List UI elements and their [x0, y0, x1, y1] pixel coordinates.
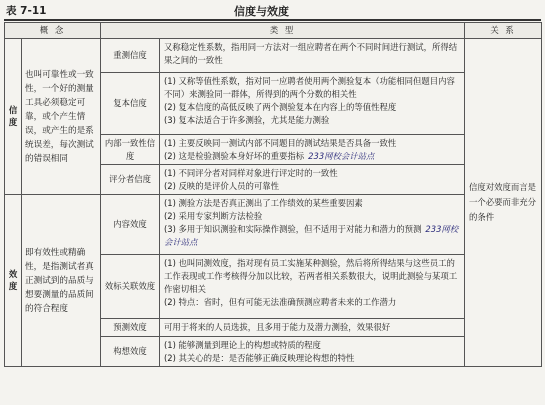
type-name: 评分者信度	[101, 165, 160, 195]
column-header-row	[5, 23, 542, 39]
table-row	[5, 39, 542, 73]
relation-text: 信度对效度而言是一个必要而非充分的条件	[465, 39, 542, 367]
watermark-text: 233网校会计站点	[164, 224, 459, 247]
concept-header: 概 念	[5, 23, 101, 39]
type-header: 类 型	[101, 23, 465, 39]
reliability-validity-table	[4, 22, 542, 367]
type-name: 构想效度	[101, 337, 160, 367]
type-description: (1) 能够测量到理论上的构想或特质的程度 (2) 其关心的是：是否能够正确反映理论构想的特性	[160, 337, 465, 367]
type-name: 重测信度	[101, 39, 160, 73]
type-description: (1) 也叫同测效度，指对现有员工实施某种测验，然后将所得结果与这些员工的工作表现或工作考核得分加以比较，若两者相关系数很大，说明此测验与某项工作密切相关 (2) 特点：省时，但有可能无法准确预测应聘者未来的工作潜力	[160, 255, 465, 319]
watermark-text: 233网校会计站点	[308, 151, 375, 161]
reliability-category: 信度	[5, 39, 22, 195]
type-name: 效标关联效度	[101, 255, 160, 319]
table-row	[5, 195, 542, 255]
reliability-concept: 也叫可靠性或一致性，一个好的测量工具必须稳定可靠，或个产生情误，或产生的是系统误差，每次测试的错误相同	[22, 39, 101, 195]
type-description: 又称稳定性系数，指用同一方法对一组应聘者在两个不同时间进行测试，所得结果之间的一致性	[160, 39, 465, 73]
top-rule	[4, 19, 541, 21]
type-description: (1) 不同评分者对同样对象进行评定时的一致性 (2) 反映的是评价人员的可靠性	[160, 165, 465, 195]
type-name: 内容效度	[101, 195, 160, 255]
validity-category: 效度	[5, 195, 22, 367]
type-name: 预测效度	[101, 319, 160, 337]
type-description: (1) 又称等值性系数，指对同一应聘者使用两个测验复本（功能相同但题目内容不同）来测验同一群体，所得到的两个分数的相关性 (2) 复本信度的高低反映了两个测验复本在内容上的等值性程度 (3) 复本法适合于许多测验，尤其是能力测验	[160, 73, 465, 135]
table-title: 信度与效度	[234, 5, 289, 18]
table-number: 表 7-11	[6, 5, 47, 17]
table-header	[4, 3, 541, 17]
type-name: 复本信度	[101, 73, 160, 135]
type-description: (1) 主要反映同一测试内部不同题目的测试结果是否具备一致性 (2) 这是检验测验本身好坏的重要指标 233网校会计站点	[160, 135, 465, 165]
type-name: 内部一致性信度	[101, 135, 160, 165]
type-description: (1) 测验方法是否真正测出了工作绩效的某些重要因素 (2) 采用专家判断方法检验 (3) 多用于知识测验和实际操作测验，但不适用于对能力和潜力的预测 233网校会计站点	[160, 195, 465, 255]
validity-concept: 即有效性或精确性，是指测试者真正测试到的品质与想要测量的品质间的符合程度	[22, 195, 101, 367]
relation-header: 关 系	[465, 23, 542, 39]
type-description: 可用于将来的人员选拔，且多用于能力及潜力测验，效果很好	[160, 319, 465, 337]
